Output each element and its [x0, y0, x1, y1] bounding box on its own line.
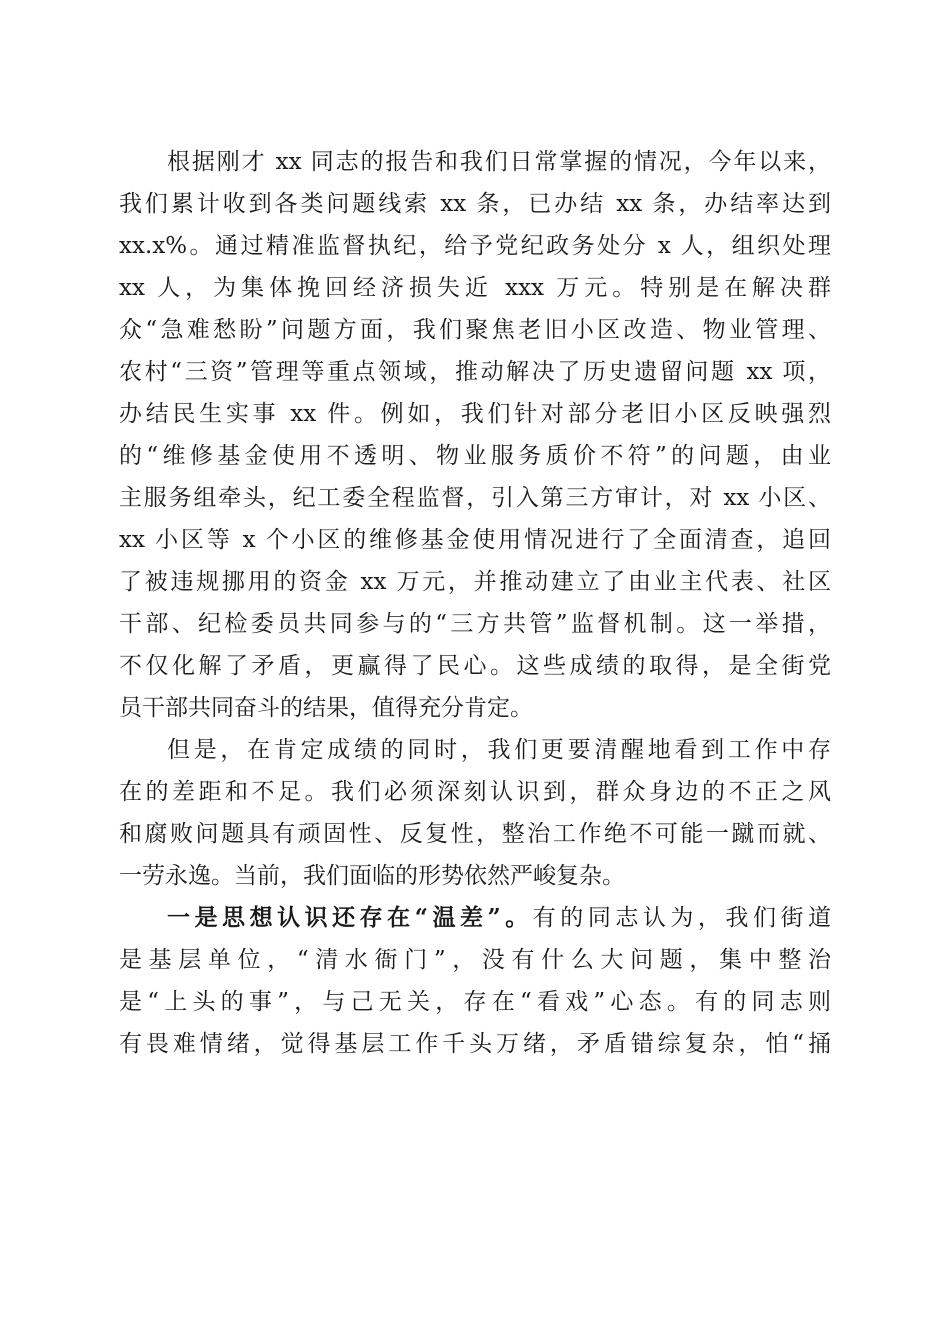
text-line: 众“急难愁盼”问题方面，我们聚焦老旧小区改造、物业管理、: [119, 317, 831, 343]
text-line: 不仅化解了矛盾，更赢得了民心。这些成绩的取得，是全街党: [119, 653, 831, 679]
text-line: 农村“三资”管理等重点领域，推动解决了历史遗留问题 xx 项，: [119, 359, 831, 385]
text-line: 根据刚才 xx 同志的报告和我们日常掌握的情况，今年以来，: [167, 149, 831, 175]
text-line: 干部、纪检委员共同参与的“三方共管”监督机制。这一举措，: [119, 611, 831, 637]
text-line: 一劳永逸。当前，我们面临的形势依然严峻复杂。: [119, 863, 625, 889]
section-heading: 一是思想认识还存在“温差”。: [167, 904, 533, 931]
text-line: 主服务组牵头，纪工委全程监督，引入第三方审计，对 xx 小区、: [119, 485, 831, 511]
text-run: 有的同志认为，我们街道: [532, 905, 831, 931]
text-line: 员干部共同奋斗的结果，值得充分肯定。: [119, 695, 533, 721]
text-line: 有畏难情绪，觉得基层工作千头万绪，矛盾错综复杂，怕“捅: [119, 1031, 831, 1057]
text-line: 我们累计收到各类问题线索 xx 条，已办结 xx 条，办结率达到: [119, 191, 831, 217]
text-line: 了被违规挪用的资金 xx 万元，并推动建立了由业主代表、社区: [119, 569, 831, 595]
body-text: [119, 141, 831, 1065]
text-line: 但是，在肯定成绩的同时，我们更要清醒地看到工作中存: [167, 737, 831, 763]
text-line: [119, 897, 831, 939]
text-line: 办结民生实事 xx 件。例如，我们针对部分老旧小区反映强烈: [119, 401, 831, 427]
text-line: xx.x%。通过精准监督执纪，给予党纪政务处分 x 人，组织处理: [119, 233, 831, 259]
text-line: 是“上头的事”，与己无关，存在“看戏”心态。有的同志则: [119, 989, 831, 1015]
text-line: 的“维修基金使用不透明、物业服务质价不符”的问题，由业: [119, 443, 831, 469]
text-line: xx 小区等 x 个小区的维修基金使用情况进行了全面清查，追回: [119, 527, 831, 553]
text-line: 在的差距和不足。我们必须深刻认识到，群众身边的不正之风: [119, 779, 831, 805]
text-line: xx 人，为集体挽回经济损失近 xxx 万元。特别是在解决群: [119, 275, 831, 301]
text-line: 是基层单位，“清水衙门”，没有什么大问题，集中整治: [119, 947, 831, 973]
text-line: 和腐败问题具有顽固性、反复性，整治工作绝不可能一蹴而就、: [119, 821, 831, 847]
